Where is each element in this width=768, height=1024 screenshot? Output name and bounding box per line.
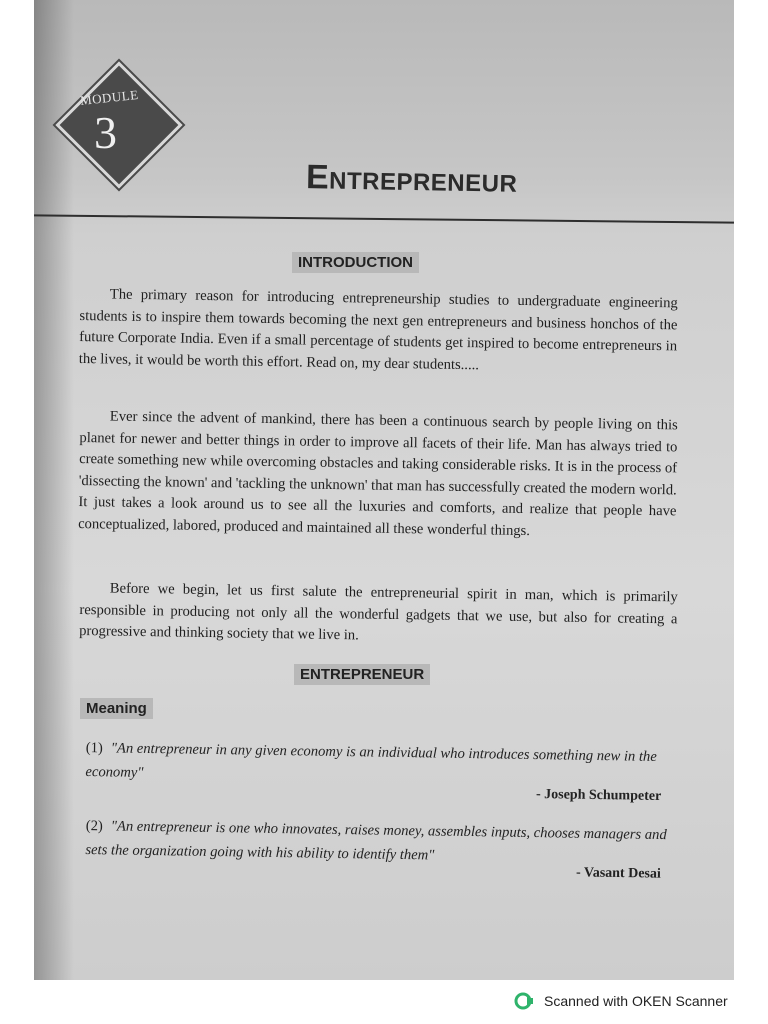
section-heading-meaning: Meaning: [80, 698, 153, 719]
scanned-page: [34, 0, 734, 980]
quote-1-author: - Joseph Schumpeter: [535, 787, 662, 804]
oken-scanner-icon: [514, 990, 536, 1012]
quote-1-text: "An entrepreneur in any given economy is an individual who introduces something new in the economy": [85, 740, 657, 781]
paragraph-2: [78, 406, 678, 544]
module-diamond: [55, 61, 182, 188]
module-badge: [56, 62, 176, 182]
scanner-watermark: [514, 990, 728, 1012]
quote-1: [85, 736, 680, 793]
scanner-watermark-text: Scanned with OKEN Scanner: [544, 993, 728, 1009]
paragraph-2-text: Ever since the advent of mankind, there has been a continuous search by people living on this planet for newer and better things in order to improve all facets of their life. Man has always tried to create something new while overcoming obstacles and taking considerable risks. It is in the process of 'dissecting the known' and 'tackling the unknown' that man has successfully created the modern world. It just takes a look around us to see all the luxuries and comforts, and realize that people have conceptualized, labored, produced and maintained all these wonderful things.: [78, 408, 678, 539]
title-divider: [34, 214, 734, 223]
section-heading-entrepreneur: ENTREPRENEUR: [294, 664, 430, 685]
chapter-title: Entrepreneur: [305, 158, 518, 200]
quote-2: [85, 814, 680, 871]
paragraph-3-text: Before we begin, let us first salute the entrepreneurial spirit in man, which is primarily responsible in producing not only all the wonderful gadgets that we use, but also for creating a progressive and thinking society that we live in.: [79, 580, 678, 644]
module-label: MODULE: [79, 86, 140, 109]
paragraph-1-text: The primary reason for introducing entrepreneurship studies to undergraduate engineering students is to inspire them towards becoming the next gen entrepreneurs and business honchos of the future Corporate India. Even if a small percentage of students get inspired to become entrepreneurs in the lives, it would be worth this effort. Read on, my dear students.....: [78, 286, 678, 373]
quote-2-number: (2): [85, 817, 103, 835]
module-number: 3: [94, 107, 117, 158]
paragraph-3: [79, 578, 678, 652]
quote-2-author: - Vasant Desai: [575, 865, 661, 882]
quote-1-number: (1): [85, 739, 103, 757]
quote-2-text: "An entrepreneur is one who innovates, raises money, assembles inputs, chooses managers and sets the organization going with his ability to identify them": [85, 818, 667, 864]
paragraph-1: [79, 284, 678, 379]
section-heading-introduction: INTRODUCTION: [292, 252, 419, 273]
